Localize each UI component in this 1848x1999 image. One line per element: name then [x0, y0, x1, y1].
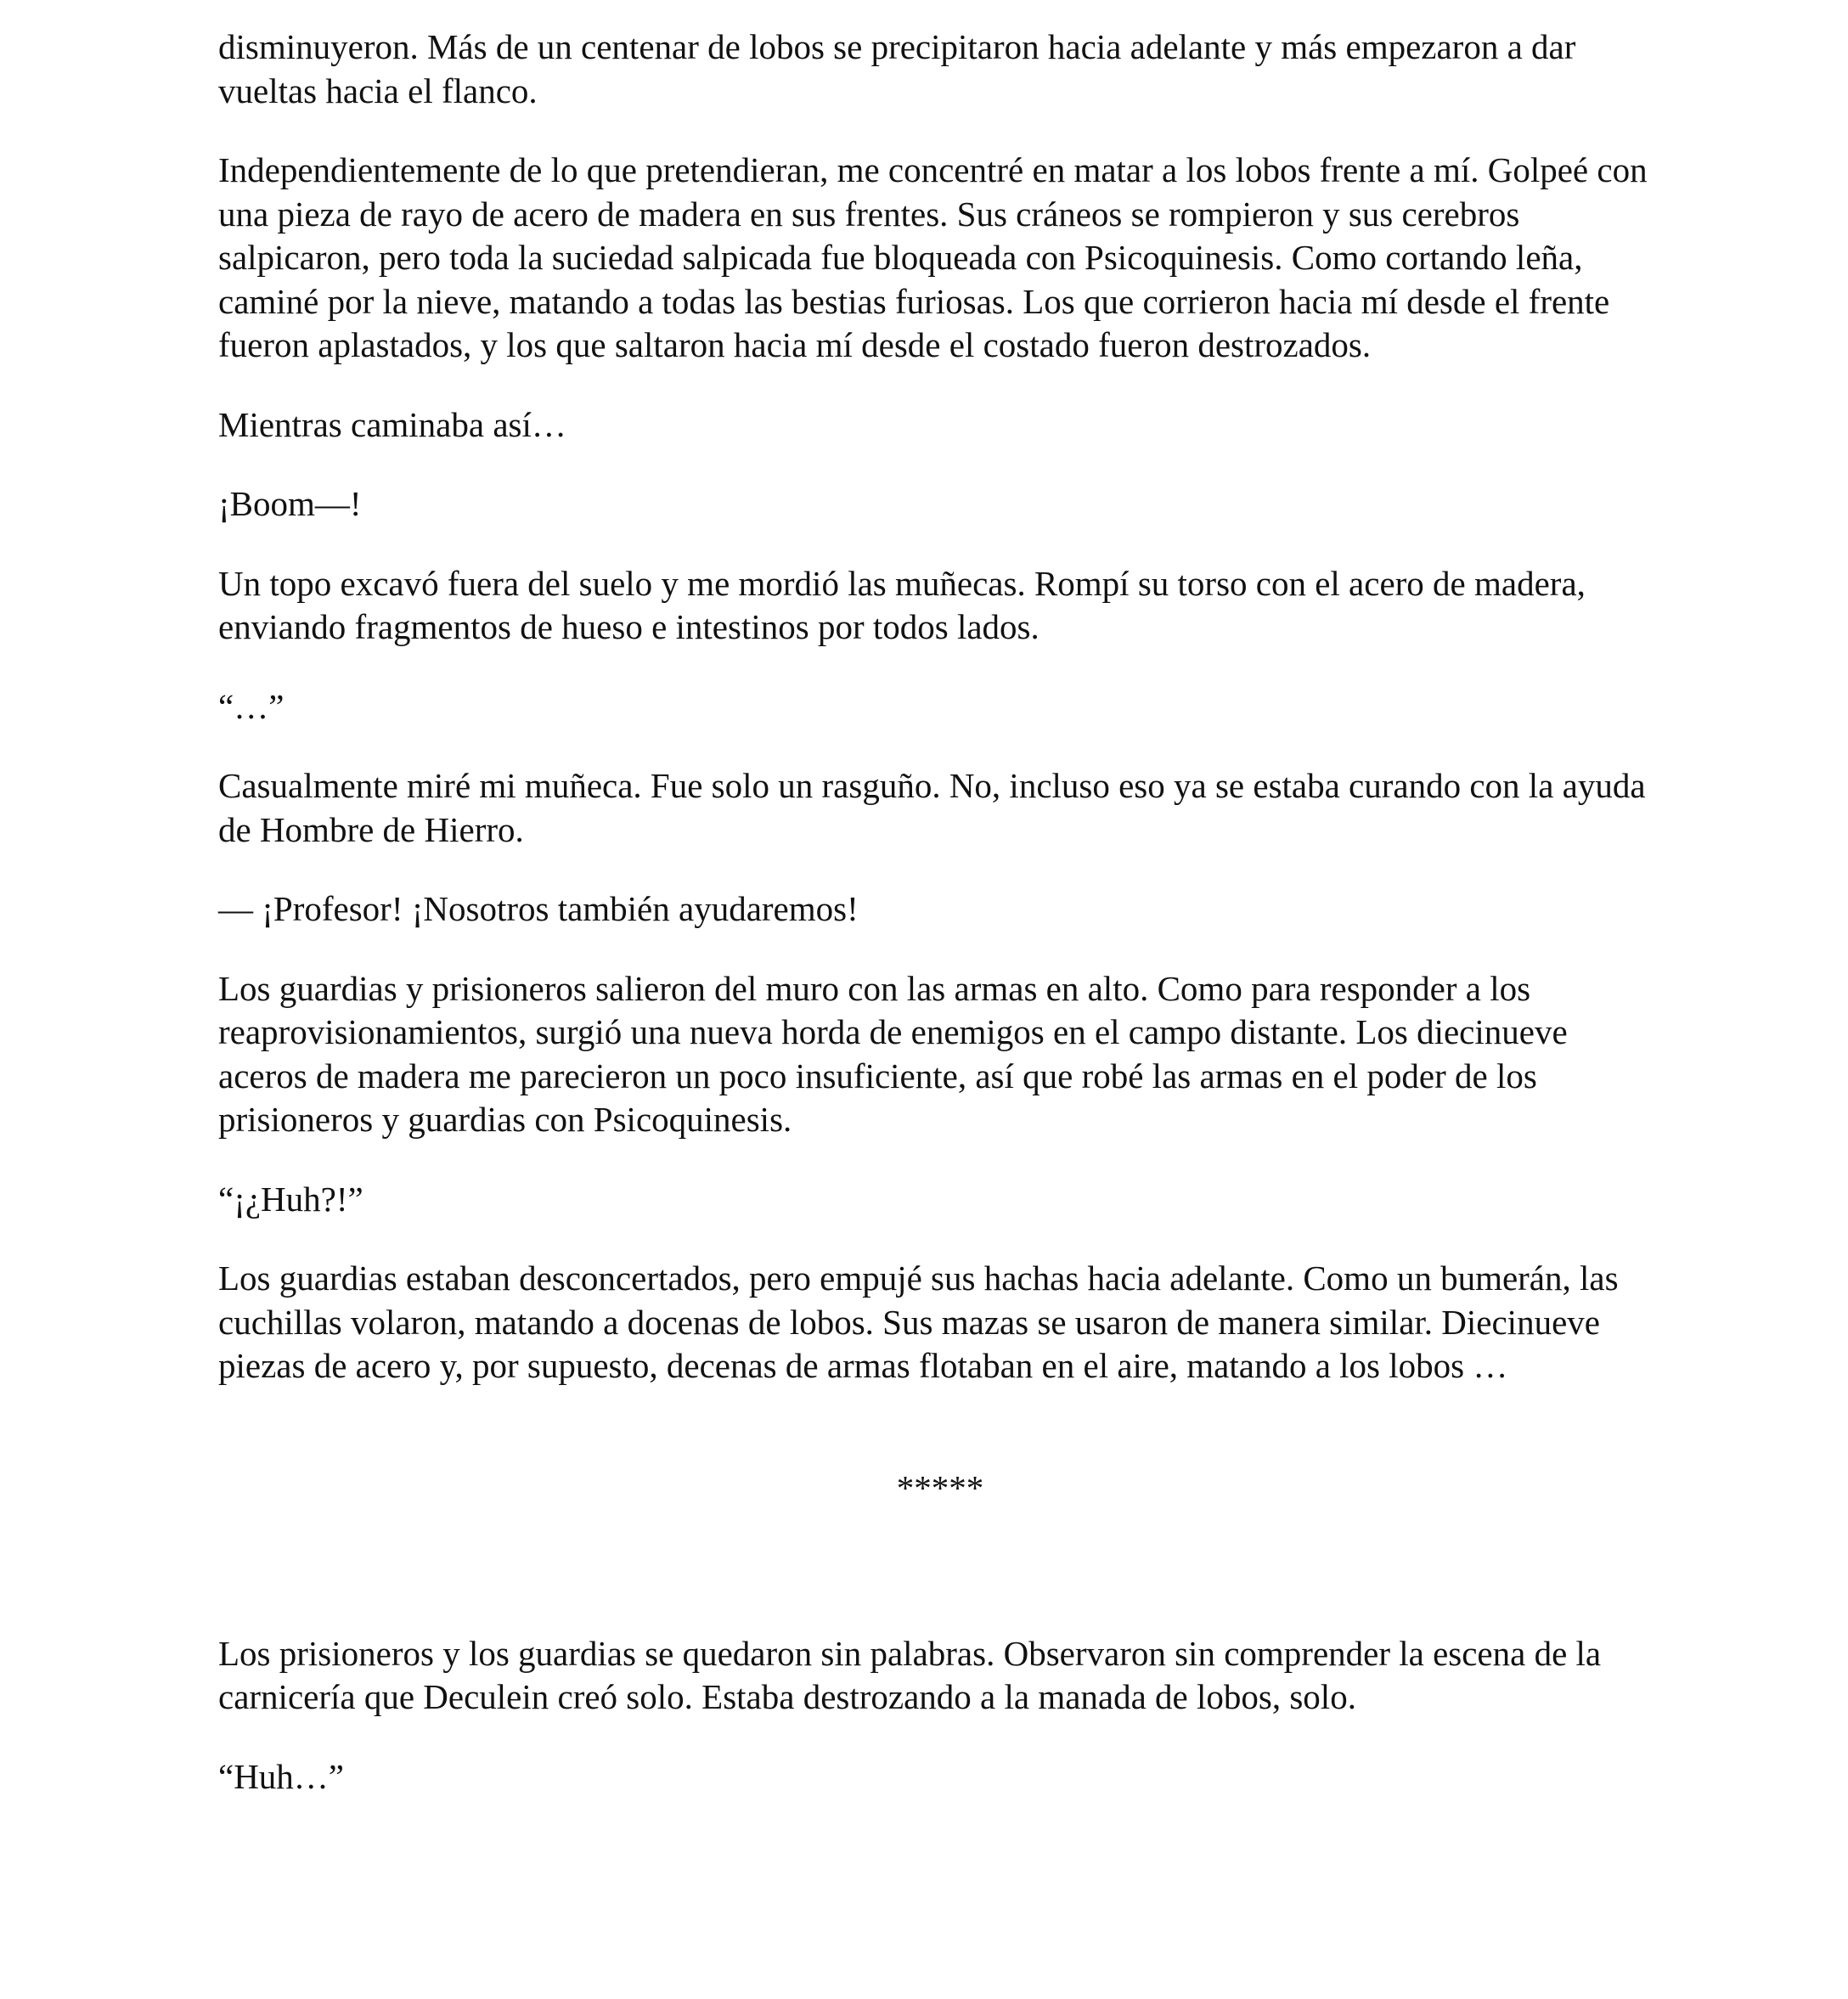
document-page — [218, 25, 1662, 1834]
paragraph: Casualmente miré mi muñeca. Fue solo un rasguño. No, incluso eso ya se estaba curando con la ayuda de Hombre de Hierro. — [218, 766, 1646, 849]
paragraph: Independientemente de lo que pretendieran, me concentré en matar a los lobos frente a mí. Golpeé con una pieza de rayo de acero de madera en sus frentes. Sus cráneos se rompieron y sus cerebros salpicaron, pero toda la suciedad salpicada fue bloqueada con Psicoquinesis. Como cortando leña, caminé por la nieve, matando a todas las bestias furiosas. Los que corrieron hacia mí desde el frente fueron aplastados, y los que saltaron hacia mí desde el costado fueron destrozados. — [218, 150, 1648, 364]
paragraph: “Huh…” — [218, 1756, 345, 1796]
paragraph: Los guardias estaban desconcertados, pero empujé sus hachas hacia adelante. Como un bumerán, las cuchillas volaron, matando a docenas de lobos. Sus mazas se usaron de manera similar. Diecinueve piezas de acero y, por supuesto, decenas de armas flotaban en el aire, matando a los lobos … — [218, 1259, 1619, 1385]
paragraph: Un topo excavó fuera del suelo y me mordió las muñecas. Rompí su torso con el acero de madera, enviando fragmentos de hueso e intestinos por todos lados. — [218, 563, 1586, 646]
paragraph: “…” — [218, 686, 285, 726]
paragraph: disminuyeron. Más de un centenar de lobos se precipitaron hacia adelante y más empezaron a dar vueltas hacia el flanco. — [218, 27, 1576, 110]
paragraph: — ¡Profesor! ¡Nosotros también ayudaremos! — [218, 889, 859, 928]
paragraph: Los guardias y prisioneros salieron del muro con las armas en alto. Como para responder a los reaprovisionamientos, surgió una nueva horda de enemigos en el campo distante. Los diecinueve aceros de madera me parecieron un poco insuficiente, así que robé las armas en el poder de los prisioneros y guardias con Psicoquinesis. — [218, 968, 1568, 1139]
paragraph: ¡Boom—! — [218, 484, 362, 523]
paragraph: Los prisioneros y los guardias se quedaron sin palabras. Observaron sin comprender la escena de la carnicería que Deculein creó solo. Estaba destrozando a la manada de lobos, solo. — [218, 1633, 1602, 1716]
paragraph: “¡¿Huh?!” — [218, 1179, 363, 1219]
paragraph: Mientras caminaba así… — [218, 404, 566, 444]
scene-separator: ***** — [896, 1467, 984, 1507]
